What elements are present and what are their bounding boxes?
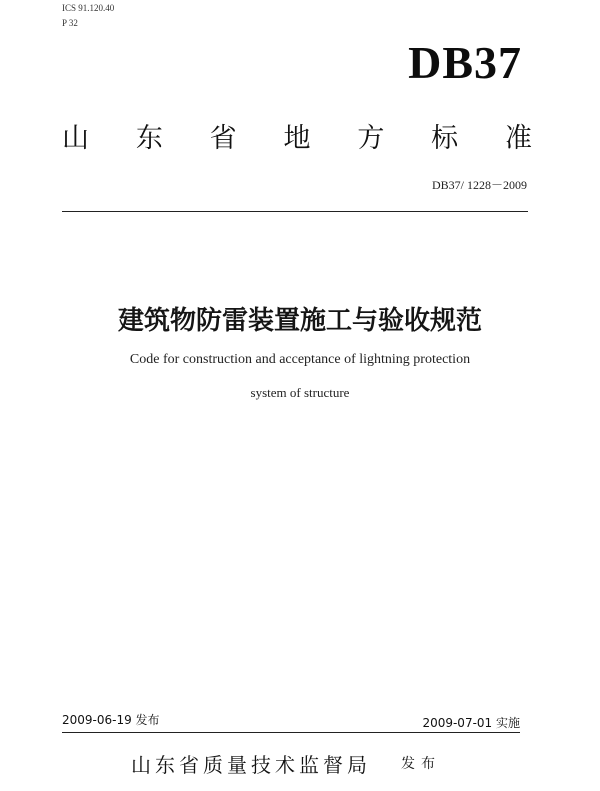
publish-date: 2009-06-19 发布 [62, 713, 160, 727]
standard-type-char: 准 [504, 123, 532, 154]
standard-type-char: 东 [135, 123, 163, 154]
issue-label: 发布 [401, 756, 441, 772]
db-logo: DB37 [408, 37, 522, 88]
document-title-en-line1: Code for construction and acceptance of lightning protection [129, 352, 471, 367]
standard-type-char: 方 [357, 123, 385, 154]
ics-number: ICS 91.120.40 [62, 3, 115, 13]
standard-type-char: 地 [283, 123, 311, 154]
implement-date: 2009-07-01 实施 [422, 716, 520, 730]
document-title-en-line2: system of structure [250, 385, 350, 400]
standard-type-char: 省 [209, 123, 237, 154]
document-title-zh: 建筑物防雷装置施工与验收规范 [117, 306, 482, 336]
issuing-authority: 山东省质量技术监督局 [131, 753, 371, 777]
classification-code: P 32 [62, 18, 78, 28]
footer-divider [62, 732, 520, 733]
standard-type-heading [62, 116, 532, 155]
standard-code: DB37/ 1228－2009 [431, 178, 527, 192]
header-divider [62, 211, 528, 212]
standard-type-char: 标 [431, 123, 459, 154]
standard-type-char: 山 [62, 123, 89, 154]
